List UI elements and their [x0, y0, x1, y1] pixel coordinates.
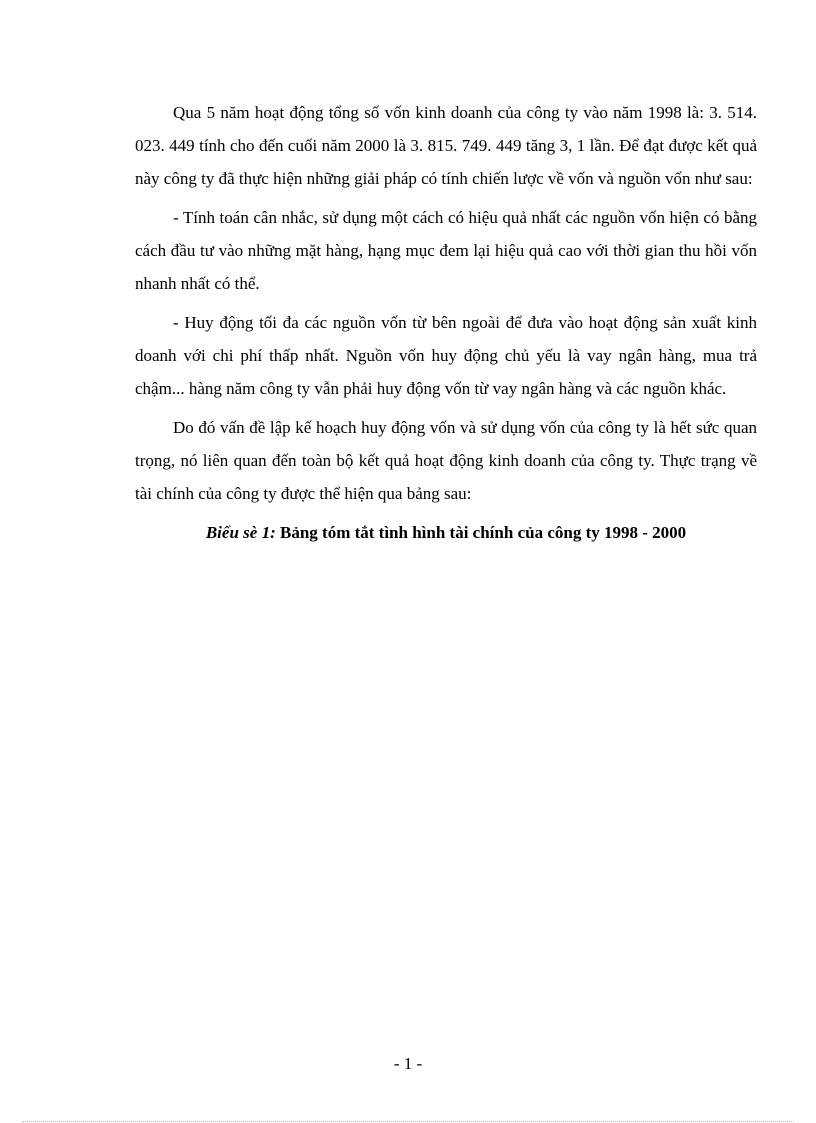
table-caption-text: Bảng tóm tắt tình hình tài chính của công ty 1998 - 2000 — [275, 523, 687, 542]
page-number: - 1 - — [393, 1054, 423, 1073]
footer-divider — [22, 1121, 794, 1122]
document-body — [135, 96, 757, 549]
paragraph-planning-importance: Do đó vấn đề lập kế hoạch huy động vốn và sử dụng vốn của công ty là hết sức quan trọng, nó liên quan đến toàn bộ kết quả hoạt động kinh doanh của công ty. Thực trạng về tài chính của công ty được thể hiện qua bảng sau: — [135, 418, 757, 503]
paragraph-bullet-external-funding: - Huy động tối đa các nguồn vốn từ bên ngoài để đưa vào hoạt động sản xuất kinh doanh với chi phí thấp nhất. Nguồn vốn huy động chủ yếu là vay ngân hàng, mua trả chậm... hàng năm công ty vẫn phải huy động vốn từ vay ngân hàng và các nguồn khác. — [135, 313, 757, 398]
table-caption-label: Biểu sè 1: — [205, 523, 276, 542]
paragraph-bullet-efficient-use: - Tính toán cân nhắc, sử dụng một cách có hiệu quả nhất các nguồn vốn hiện có bằng cách đầu tư vào những mặt hàng, hạng mục đem lại hiệu quả cao với thời gian thu hồi vốn nhanh nhất có thể. — [135, 208, 757, 293]
table-caption — [135, 516, 757, 549]
paragraph-capital-growth: Qua 5 năm hoạt động tổng số vốn kinh doanh của công ty vào năm 1998 là: 3. 514. 023. 449 tính cho đến cuối năm 2000 là 3. 815. 749. 449 tăng 3, 1 lần. Để đạt được kết quả này công ty đã thực hiện những giải pháp có tính chiến lược về vốn và nguồn vốn như sau: — [135, 103, 757, 188]
